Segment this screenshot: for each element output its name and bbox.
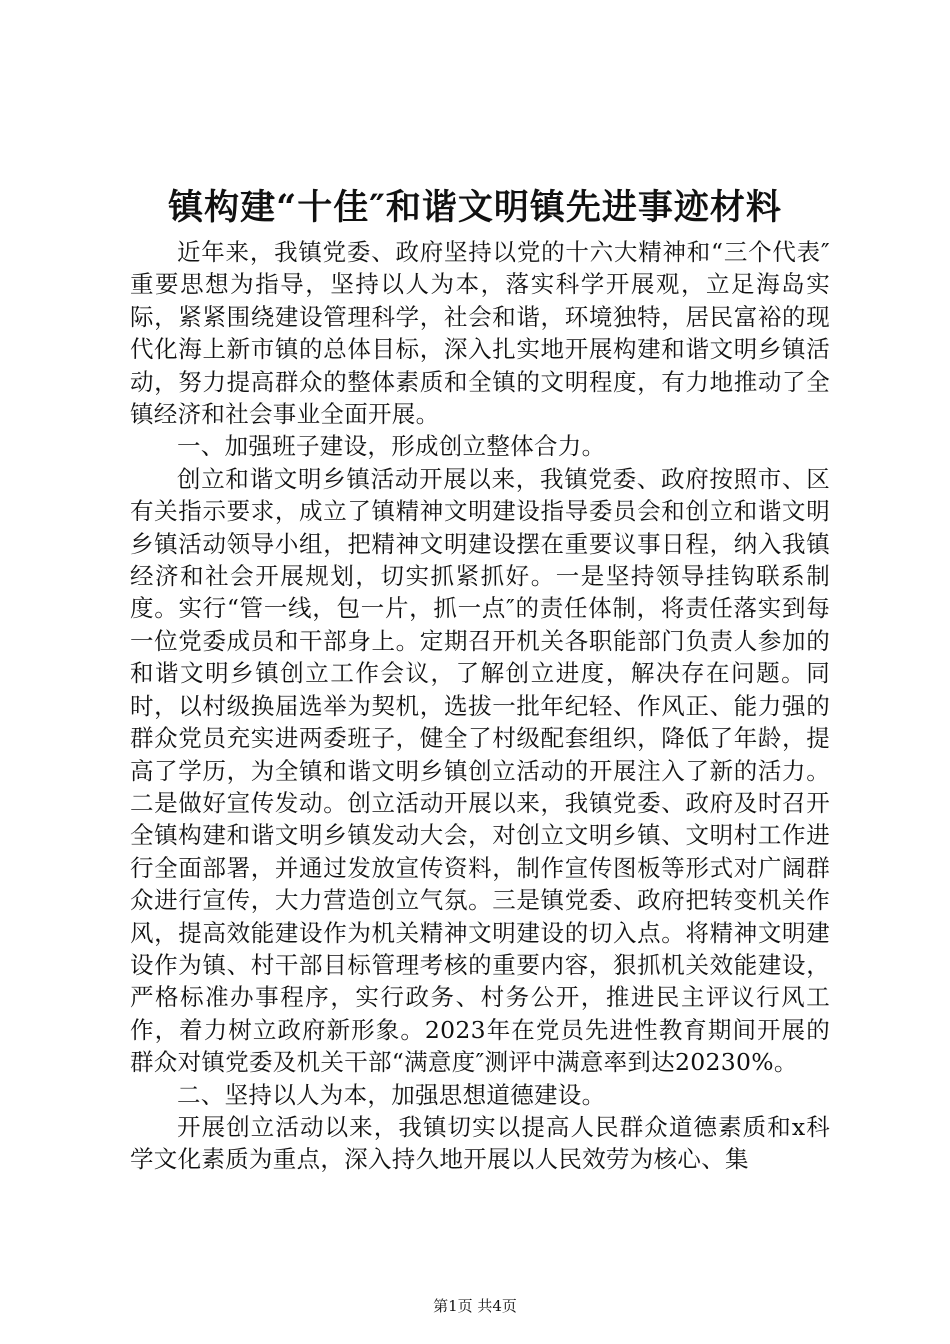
paragraph-intro: 近年来，我镇党委、政府坚持以党的十六大精神和“三个代表″重要思想为指导，坚持以人为本，落实科学开展观，立足海岛实际，紧紧围绕建设管理科学，社会和谐，环境独特，居民富裕的现代化海上新市镇的总体目标，深入扎实地开展构建和谐文明乡镇活动，努力提高群众的整体素质和全镇的文明程度，有力地推动了全镇经济和社会事业全面开展。: [130, 238, 830, 429]
paragraph-section-1: 创立和谐文明乡镇活动开展以来，我镇党委、政府按照市、区有关指示要求，成立了镇精神文明建设指导委员会和创立和谐文明乡镇活动领导小组，把精神文明建设摆在重要议事日程，纳入我镇经济和社会开展规划，切实抓紧抓好。一是坚持领导挂钩联系制度。实行“管一线，包一片，抓一点″的责任体制，将责任落实到每一位党委成员和干部身上。定期召开机关各职能部门负责人参加的和谐文明乡镇创立工作会议，了解创立进度，解决存在问题。同时，以村级换届选举为契机，选拔一批年纪轻、作风正、能力强的群众党员充实进两委班子，健全了村级配套组织，降低了年龄，提高了学历，为全镇和谐文明乡镇创立活动的开展注入了新的活力。二是做好宣传发动。创立活动开展以来，我镇党委、政府及时召开全镇构建和谐文明乡镇发动大会，对创立文明乡镇、文明村工作进行全面部署，并通过发放宣传资料，制作宣传图板等形式对广阔群众进行宣传，大力营造创立气氛。三是镇党委、政府把转变机关作风，提高效能建设作为机关精神文明建设的切入点。将精神文明建设作为镇、村干部目标管理考核的重要内容，狠抓机关效能建设，严格标准办事程序，实行政务、村务公开，推进民主评议行风工作，着力树立政府新形象。2023年在党员先进性教育期间开展的群众对镇党委及机关干部“满意度″测评中满意率到达20230%。: [130, 464, 830, 1077]
document-title: 镇构建“十佳″和谐文明镇先进事迹材料: [168, 187, 782, 228]
section-heading-2: 二、坚持以人为本，加强思想道德建设。: [177, 1080, 606, 1109]
page-footer: 第1页 共4页: [433, 1297, 517, 1315]
section-heading-1: 一、加强班子建设，形成创立整体合力。: [177, 432, 606, 461]
document-body: [130, 236, 830, 1176]
paragraph-section-2: 开展创立活动以来，我镇切实以提高人民群众道德素质和x科学文化素质为重点，深入持久地开展以人民效劳为核心、集: [130, 1112, 830, 1174]
